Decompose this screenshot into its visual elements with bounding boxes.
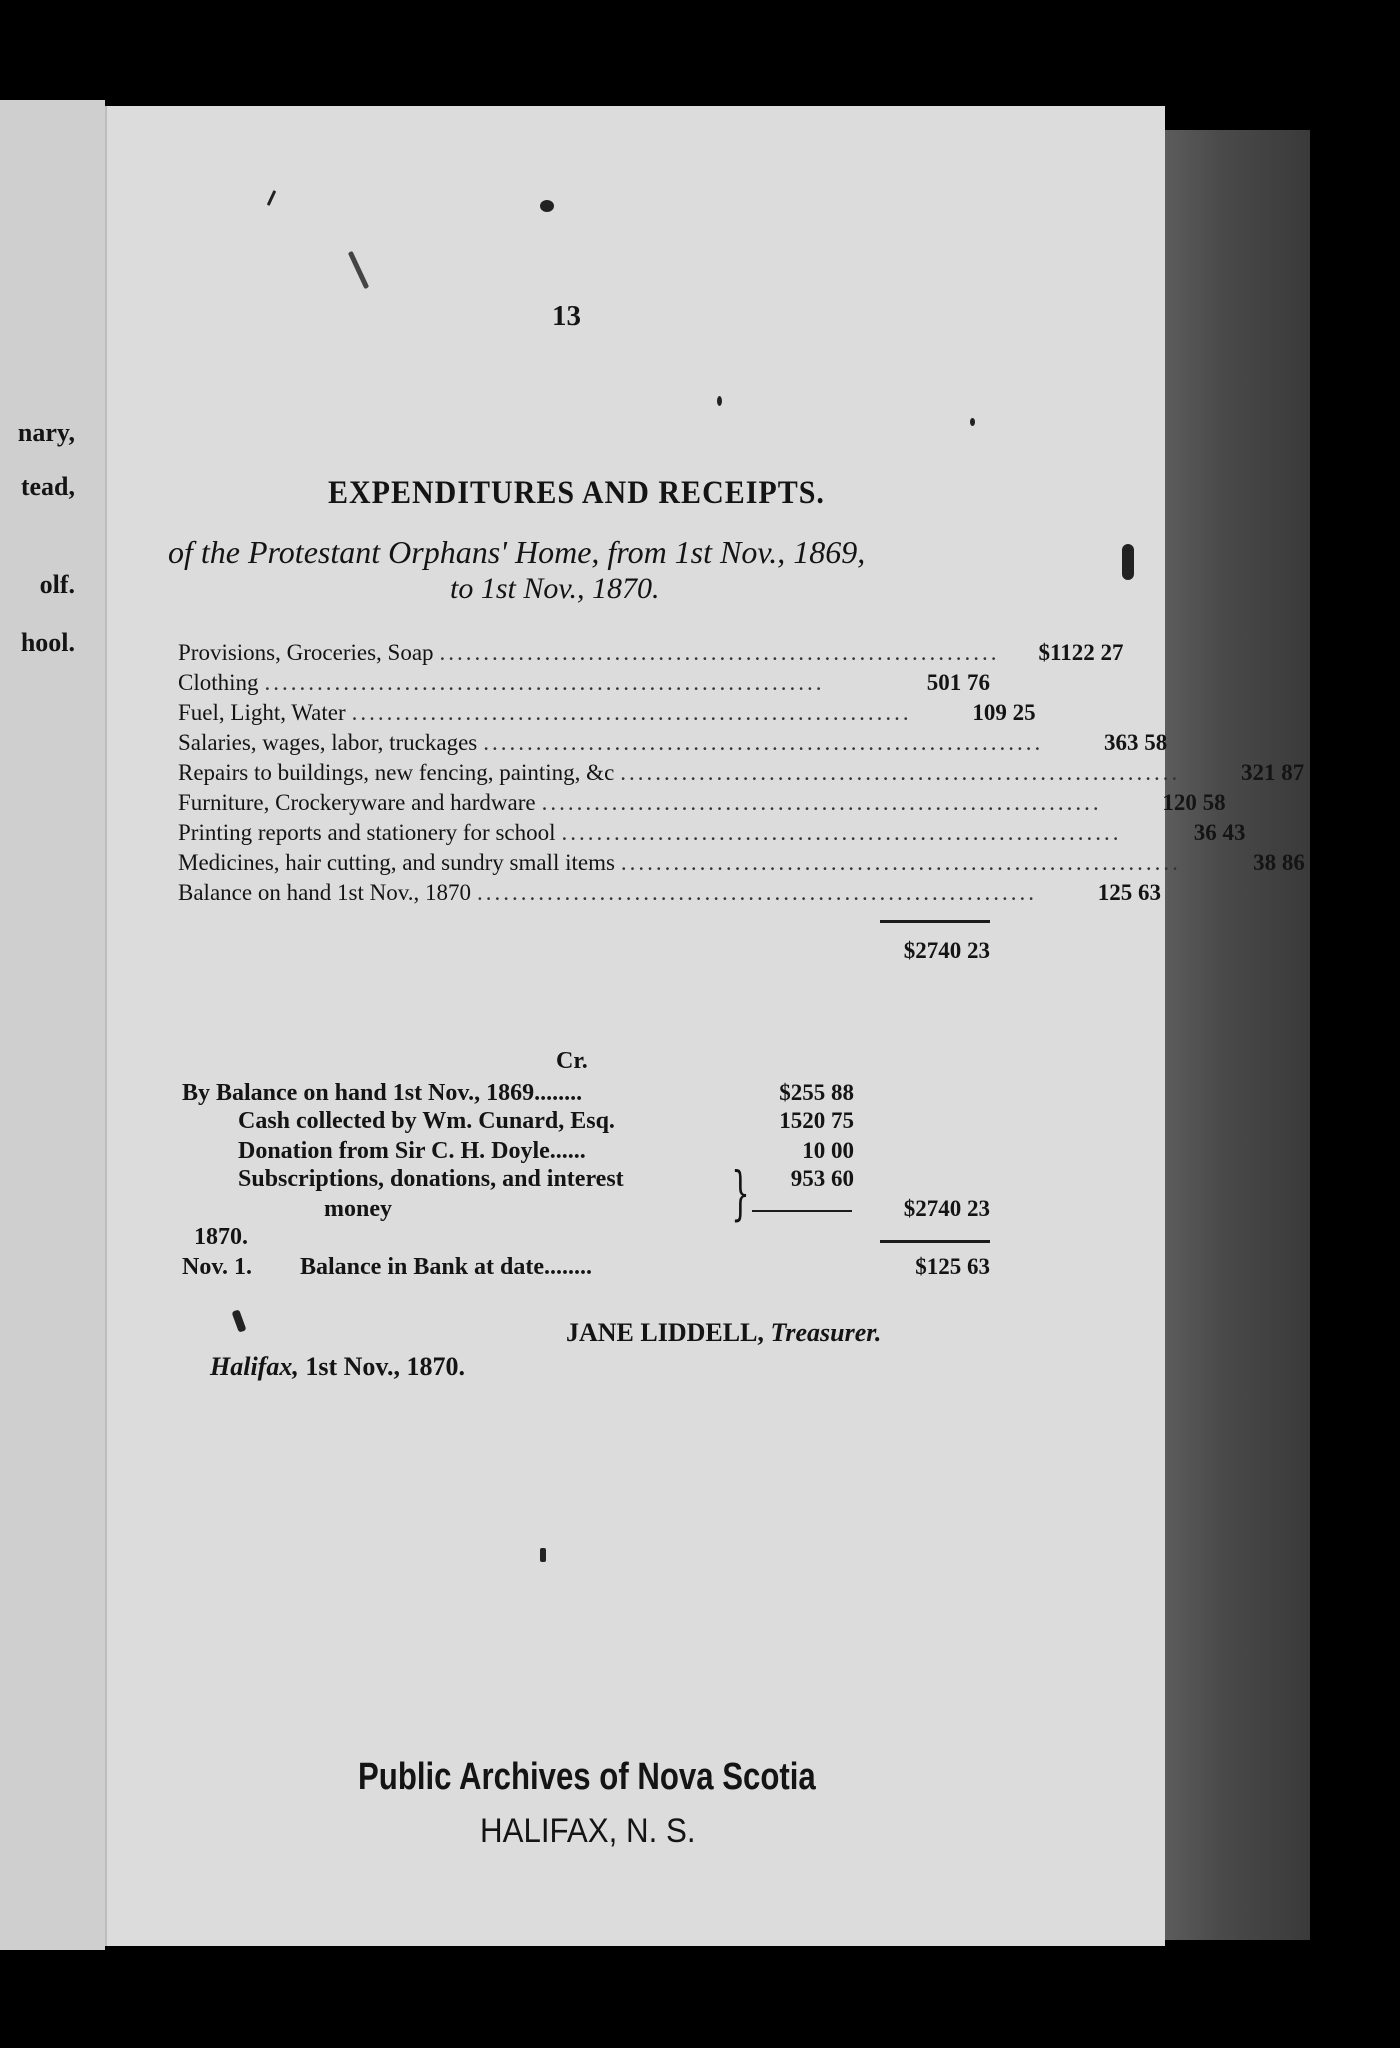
archive-stamp-line-1: Public Archives of Nova Scotia xyxy=(358,1756,816,1798)
expenditure-row xyxy=(178,820,1246,850)
expenditure-label: Balance on hand 1st Nov., 1870 xyxy=(178,880,471,905)
receipt-label: By Balance on hand 1st Nov., 1869........ xyxy=(182,1080,583,1106)
receipt-continuation: money xyxy=(324,1196,392,1222)
expenditure-label: Furniture, Crockeryware and hardware xyxy=(178,790,536,815)
scan-speck xyxy=(970,418,975,426)
expenditure-row xyxy=(178,850,1305,880)
subtitle-line-2: to 1st Nov., 1870. xyxy=(450,572,660,605)
leader-dots: ................................................................ xyxy=(620,850,1181,875)
signing-date: 1st Nov., 1870. xyxy=(305,1352,465,1381)
scan-speck xyxy=(1122,544,1134,580)
scan-speck xyxy=(717,396,722,406)
expenditure-row xyxy=(178,670,990,700)
receipt-label: Cash collected by Wm. Cunard, Esq. xyxy=(238,1108,615,1134)
receipt-amount: 953 60 xyxy=(790,1166,854,1191)
leader-dots: ................................................................ xyxy=(483,730,1044,755)
expenditure-row xyxy=(178,700,1036,730)
page-edge-shadow xyxy=(1160,130,1310,1940)
document-page xyxy=(105,106,1168,1946)
adjacent-page-text: tead, xyxy=(20,472,75,501)
page-title: EXPENDITURES AND RECEIPTS. xyxy=(328,474,825,511)
subtitle-line-1: of the Protestant Orphans' Home, from 1st Nov., 1869, xyxy=(168,534,866,570)
expenditure-label: Repairs to buildings, new fencing, painting, &c xyxy=(178,760,615,785)
credit-heading: Cr. xyxy=(556,1048,588,1074)
receipt-label: Subscriptions, donations, and interest xyxy=(238,1166,624,1192)
leader-dots: ................................................................ xyxy=(264,670,825,695)
leader-dots: ................................................................ xyxy=(541,790,1102,815)
receipt-label: Donation from Sir C. H. Doyle...... xyxy=(238,1138,586,1164)
leader-dots: ................................................................ xyxy=(476,880,1037,905)
curly-brace: } xyxy=(731,1159,750,1227)
year-label: 1870. xyxy=(194,1224,248,1250)
expenditure-label: Medicines, hair cutting, and sundry small items xyxy=(178,850,615,875)
receipt-amount: $255 88 xyxy=(779,1080,854,1105)
expenditure-amount: 120 58 xyxy=(1162,790,1226,815)
expenditure-amount: 125 63 xyxy=(1097,880,1161,905)
closing-amount: $125 63 xyxy=(915,1254,990,1279)
expenditure-label: Provisions, Groceries, Soap xyxy=(178,640,434,665)
adjacent-page-strip xyxy=(0,100,105,1950)
expenditure-amount: 321 87 xyxy=(1241,760,1305,785)
signatory-title: Treasurer. xyxy=(770,1318,882,1347)
adjacent-page-text: olf. xyxy=(39,570,75,599)
expenditure-amount: 36 43 xyxy=(1193,820,1246,845)
scan-speck xyxy=(540,200,554,212)
sum-rule xyxy=(880,920,990,923)
scan-speck xyxy=(540,1548,546,1562)
expenditure-amount: $1122 27 xyxy=(1038,640,1124,665)
leader-dots: ................................................................ xyxy=(561,820,1122,845)
expenditure-row xyxy=(178,760,1305,790)
expenditure-row xyxy=(178,880,1161,910)
expenditure-amount: 501 76 xyxy=(926,670,990,695)
place-date-line xyxy=(210,1352,465,1382)
sum-rule xyxy=(880,1240,990,1243)
receipts-total: $2740 23 xyxy=(903,1196,990,1221)
expenditure-amount: 363 58 xyxy=(1104,730,1168,755)
closing-date: Nov. 1. xyxy=(182,1254,253,1280)
signature-line xyxy=(566,1318,881,1348)
place-name: Halifax, xyxy=(210,1352,299,1381)
expenditure-amount: 109 25 xyxy=(972,700,1036,725)
expenditure-amount: 38 86 xyxy=(1253,850,1305,875)
signatory-name: JANE LIDDELL, xyxy=(566,1318,764,1347)
expenditure-row xyxy=(178,790,1226,820)
page-number: 13 xyxy=(552,300,581,332)
expenditure-row xyxy=(178,730,1168,760)
expenditure-label: Clothing xyxy=(178,670,259,695)
adjacent-page-text: hool. xyxy=(20,628,75,657)
expenditure-label: Printing reports and stationery for school xyxy=(178,820,556,845)
closing-label: Balance in Bank at date........ xyxy=(300,1254,593,1280)
archive-stamp-line-2: HALIFAX, N. S. xyxy=(480,1812,696,1850)
leader-dots: ................................................................ xyxy=(439,640,1000,665)
adjacent-page-text: nary, xyxy=(17,418,75,447)
leader-dots: ................................................................ xyxy=(351,700,912,725)
expenditures-total: $2740 23 xyxy=(903,938,990,963)
expenditure-label: Fuel, Light, Water xyxy=(178,700,346,725)
expenditure-label: Salaries, wages, labor, truckages xyxy=(178,730,478,755)
receipt-amount: 1520 75 xyxy=(779,1108,854,1133)
leader-dots: ................................................................ xyxy=(620,760,1181,785)
sum-rule xyxy=(752,1210,852,1212)
receipt-amount: 10 00 xyxy=(802,1138,854,1163)
expenditure-row xyxy=(178,640,1124,670)
